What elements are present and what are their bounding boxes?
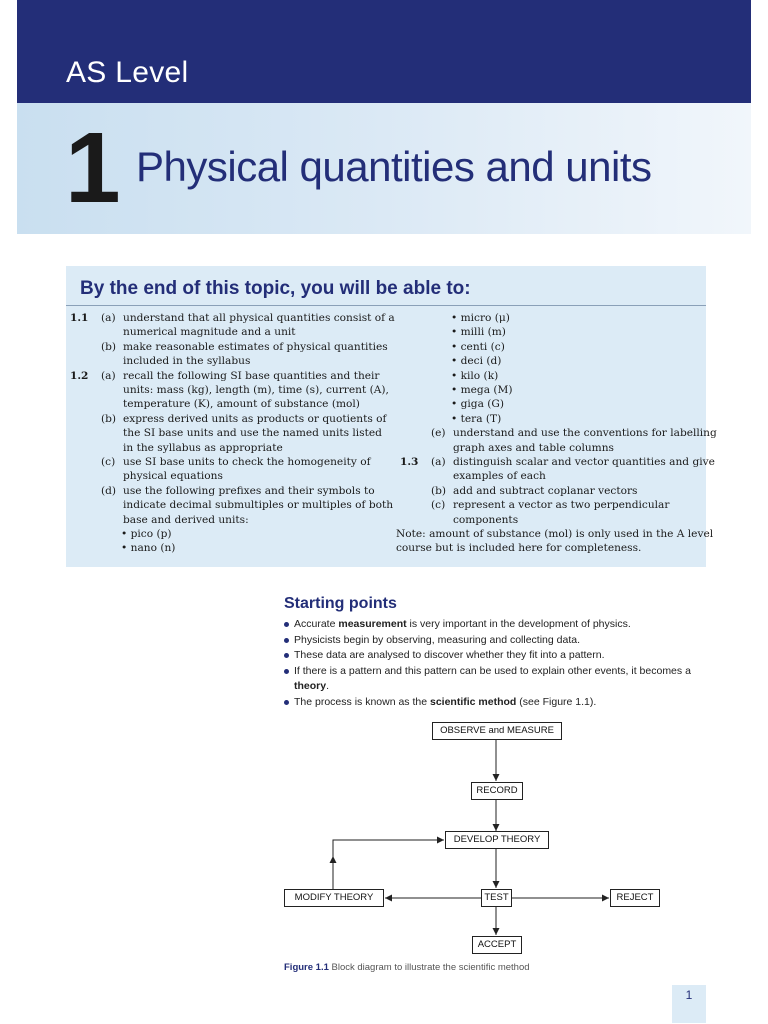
figure-caption-text: Block diagram to illustrate the scientific method — [328, 962, 530, 973]
bullet-icon — [284, 653, 289, 658]
objective-line: recall the following SI base quantities and their — [123, 369, 380, 382]
objectives-heading: By the end of this topic, you will be able to: — [80, 278, 471, 299]
starting-points-title: Starting points — [284, 595, 397, 612]
objective-line: included in the syllabus — [123, 355, 251, 368]
objective-item-label: (d) — [101, 484, 117, 497]
objective-line: • nano (n) — [121, 542, 176, 555]
bullet-icon — [284, 669, 289, 674]
objective-item-label: (e) — [431, 427, 446, 440]
starting-point-item — [284, 648, 724, 664]
objective-line: • deci (d) — [451, 355, 502, 368]
objective-line: distinguish scalar and vector quantities and give — [453, 456, 715, 468]
objective-item-label: (a) — [101, 312, 116, 324]
chapter-title-band — [17, 103, 751, 234]
page-number-tab — [672, 985, 706, 1023]
objective-line: graph axes and table columns — [453, 441, 614, 454]
objective-line: understand and use the conventions for labelling — [453, 427, 717, 440]
starting-point-text-bold: measurement — [338, 618, 407, 630]
starting-point-item — [284, 695, 724, 711]
objective-line: course but is included here for completeness. — [396, 542, 642, 555]
chapter-number: 1 — [65, 112, 121, 224]
starting-point-text-post: . — [326, 680, 330, 692]
objective-item-label: (a) — [101, 369, 116, 382]
objective-line: understand that all physical quantities consist of a — [123, 312, 395, 324]
objective-line: indicate decimal submultiples or multiples of both — [123, 499, 394, 512]
starting-point-item — [284, 617, 724, 633]
objective-line: • pico (p) — [121, 528, 172, 540]
objective-line: use SI base units to check the homogeneity of — [123, 456, 371, 468]
objective-line: the SI base units and use the named units listed — [123, 427, 382, 440]
chapter-title: Physical quantities and units — [136, 143, 652, 190]
box-accept: ACCEPT — [472, 936, 522, 954]
objective-item-label: (c) — [431, 499, 446, 512]
bullet-icon — [284, 622, 289, 627]
box-test: TEST — [481, 889, 512, 907]
objective-section-number: 1.2 — [70, 369, 89, 382]
objective-line: base and derived units: — [123, 513, 249, 526]
starting-points-list — [284, 617, 724, 710]
bullet-icon — [284, 700, 289, 705]
objective-line: • centi (c) — [451, 340, 505, 353]
objective-line: Note: amount of substance (mol) is only used in the A level — [396, 528, 714, 540]
objective-line: • mega (M) — [451, 384, 513, 396]
objective-line: in the syllabus as appropriate — [123, 441, 283, 454]
arrow-modify-to-develop — [333, 840, 444, 889]
objective-line: • milli (m) — [451, 326, 506, 339]
objective-line: • micro (μ) — [451, 312, 510, 324]
objective-line: add and subtract coplanar vectors — [453, 484, 638, 497]
objective-line: temperature (K), amount of substance (mol) — [123, 398, 360, 411]
objective-line: express derived units as products or quotients of — [123, 412, 387, 425]
objective-line: represent a vector as two perpendicular — [453, 499, 670, 512]
objective-section-number: 1.1 — [70, 312, 89, 324]
level-banner — [17, 0, 751, 103]
starting-point-text-pre: The process is known as the — [294, 695, 430, 708]
objective-item-label: (b) — [431, 484, 447, 497]
box-develop-theory: DEVELOP THEORY — [445, 831, 549, 849]
objective-item-label: (b) — [101, 340, 117, 353]
objective-item-label: (b) — [101, 412, 117, 425]
starting-point-item — [284, 664, 724, 695]
figure-label: Figure 1.1 — [284, 962, 329, 973]
learning-objectives-box — [66, 266, 717, 567]
starting-point-text-post: (see Figure 1.1). — [516, 695, 597, 708]
box-reject: REJECT — [610, 889, 660, 907]
objectives-divider — [66, 305, 706, 306]
objective-line: units: mass (kg), length (m), time (s), current (A), — [123, 384, 389, 396]
figure-caption — [284, 962, 530, 973]
objective-section-number: 1.3 — [400, 456, 419, 468]
starting-point-text-pre: If there is a pattern and this pattern can be used to explain other events, it becomes a — [294, 664, 691, 677]
starting-point-text-pre: These data are analysed to discover whether they fit into a pattern. — [294, 649, 605, 661]
objective-line: numerical magnitude and a unit — [123, 326, 296, 339]
page-number: 1 — [685, 988, 693, 1002]
starting-point-text-pre: Accurate — [294, 618, 339, 630]
objective-line: use the following prefixes and their symbols to — [123, 484, 375, 497]
box-observe-and-measure: OBSERVE and MEASURE — [432, 722, 562, 740]
objective-line: examples of each — [453, 470, 546, 483]
objective-line: physical equations — [123, 470, 223, 483]
starting-point-text-bold: scientific method — [429, 695, 517, 708]
starting-point-item — [284, 633, 724, 649]
objective-item-label: (c) — [101, 456, 116, 468]
objective-line: • giga (G) — [451, 398, 504, 411]
starting-point-text-bold: theory — [294, 680, 327, 692]
objective-line: • tera (T) — [451, 412, 502, 425]
starting-point-text-post: is very important in the development of physics. — [406, 618, 631, 630]
starting-point-text-pre: Physicists begin by observing, measuring and collecting data. — [294, 633, 580, 646]
objective-line: components — [453, 513, 519, 526]
box-modify-theory: MODIFY THEORY — [284, 889, 384, 907]
bullet-icon — [284, 638, 289, 643]
objective-line: • kilo (k) — [451, 369, 499, 382]
objective-item-label: (a) — [431, 456, 446, 468]
objective-line: make reasonable estimates of physical quantities — [123, 340, 388, 353]
box-record: RECORD — [471, 782, 523, 800]
level-label: AS Level — [66, 56, 189, 89]
